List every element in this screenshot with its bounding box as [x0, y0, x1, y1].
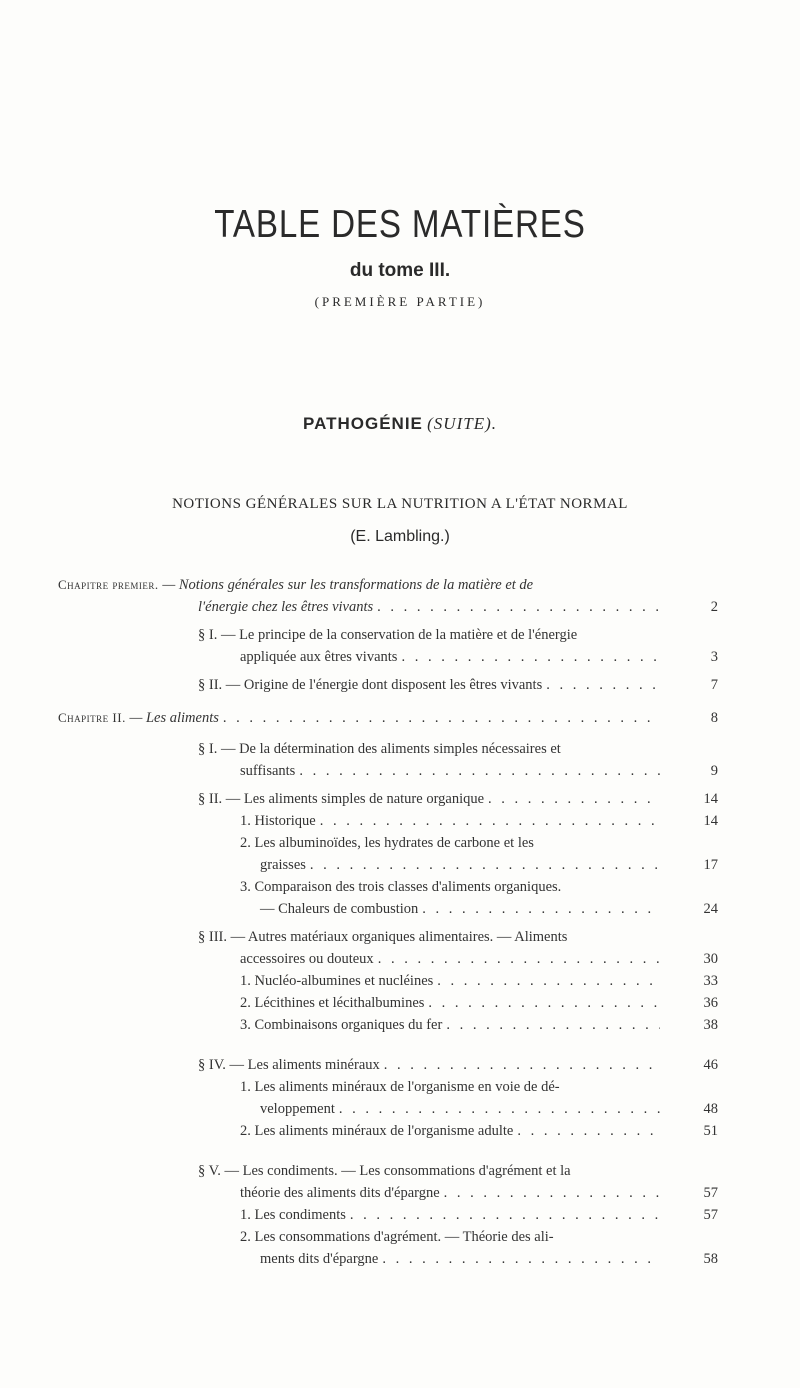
page-number: 7 [710, 677, 718, 693]
page-number: 30 [703, 951, 718, 967]
page-number: 24 [703, 901, 718, 917]
author: (E. Lambling.) [350, 528, 450, 545]
chapter-label: Chapitre premier. [58, 577, 159, 592]
page-number: 38 [703, 1017, 718, 1033]
toc-entry [240, 1076, 718, 1120]
toc-entry [240, 876, 718, 920]
chapter-title: — Notions générales sur les transformations de la matière et de [158, 577, 534, 593]
entry-text-cont: — Chaleurs de combustion [260, 901, 419, 917]
toc-entry [198, 1160, 718, 1204]
page-number: 8 [710, 710, 718, 726]
toc-entry [198, 738, 718, 782]
entry-text: 2. Lécithines et lécithalbumines [240, 995, 425, 1011]
page-number: 51 [703, 1123, 718, 1139]
toc-entry [240, 1226, 718, 1270]
chapter-title: — Les aliments [125, 710, 219, 726]
toc-entry [240, 1120, 718, 1142]
page-number: 33 [703, 973, 718, 989]
page-number: 3 [710, 649, 718, 665]
toc-entry [240, 992, 718, 1014]
toc-entry [240, 970, 718, 992]
entry-text: § II. — Origine de l'énergie dont disposent les êtres vivants [198, 677, 543, 693]
entry-text-cont: théorie des aliments dits d'épargne [240, 1185, 440, 1201]
entry-text: § V. — Les condiments. — Les consommations d'agrément et la [198, 1163, 571, 1179]
entry-text: 2. Les albuminoïdes, les hydrates de carbone et les [240, 835, 534, 851]
chapter-label: Chapitre II. [58, 710, 126, 725]
entry-text-cont: veloppement [260, 1101, 335, 1117]
entry-text: § III. — Autres matériaux organiques alimentaires. — Aliments [198, 929, 568, 945]
toc-entry [240, 1204, 718, 1226]
volume-subtitle: du tome III. [349, 260, 451, 281]
toc-entry [198, 624, 718, 668]
page-number: 36 [703, 995, 718, 1011]
toc-entry-chapter-2 [58, 707, 718, 729]
toc-entry [198, 674, 718, 696]
entry-text: § II. — Les aliments simples de nature organique [198, 791, 485, 807]
page-number: 58 [703, 1251, 718, 1267]
entry-text-cont: accessoires ou douteux [240, 951, 374, 967]
page-number: 57 [703, 1185, 718, 1201]
page-number: 48 [703, 1101, 718, 1117]
entry-text: 3. Comparaison des trois classes d'aliments organiques. [240, 879, 562, 895]
entry-text: 1. Nucléo-albumines et nucléines [240, 973, 434, 989]
entry-text-cont: appliquée aux êtres vivants [240, 649, 398, 665]
entry-text: 1. Les condiments [240, 1207, 346, 1223]
toc-entry-chapter-1 [58, 574, 718, 618]
section-suffix: (SUITE). [427, 414, 497, 433]
entry-text: 1. Les aliments minéraux de l'organisme en voie de dé- [240, 1079, 560, 1095]
page-number: 57 [703, 1207, 718, 1223]
toc-entry [240, 1014, 718, 1036]
entry-text-cont: ments dits d'épargne [260, 1251, 379, 1267]
page-number: 17 [703, 857, 718, 873]
section-heading: NOTIONS GÉNÉRALES SUR LA NUTRITION A L'ÉTAT NORMAL [172, 496, 628, 512]
page-number: 2 [710, 599, 718, 615]
entry-text: 1. Historique [240, 813, 316, 829]
page-number: 46 [703, 1057, 718, 1073]
entry-text: § IV. — Les aliments minéraux [198, 1057, 380, 1073]
section-title [0, 414, 800, 434]
page-title: TABLE DES MATIÈRES [214, 203, 586, 246]
page-number: 14 [703, 813, 718, 829]
toc-entry [198, 926, 718, 970]
entry-text: § I. — Le principe de la conservation de la matière et de l'énergie [198, 627, 578, 643]
entry-text: § I. — De la détermination des aliments simples nécessaires et [198, 741, 561, 757]
entry-text-cont: suffisants [240, 763, 296, 779]
toc-entry [240, 832, 718, 876]
section-main: PATHOGÉNIE [303, 414, 423, 433]
chapter-title-cont: l'énergie chez les êtres vivants [198, 599, 374, 615]
part-label: (PREMIÈRE PARTIE) [314, 294, 486, 309]
toc-entry [198, 788, 718, 810]
entry-text: 3. Combinaisons organiques du fer [240, 1017, 443, 1033]
entry-text-cont: graisses [260, 857, 306, 873]
entry-text: 2. Les aliments minéraux de l'organisme adulte [240, 1123, 514, 1139]
toc-entry [198, 1054, 718, 1076]
page-number: 9 [710, 763, 718, 779]
toc-entry [240, 810, 718, 832]
entry-text: 2. Les consommations d'agrément. — Théorie des ali- [240, 1229, 554, 1245]
page-number: 14 [703, 791, 718, 807]
